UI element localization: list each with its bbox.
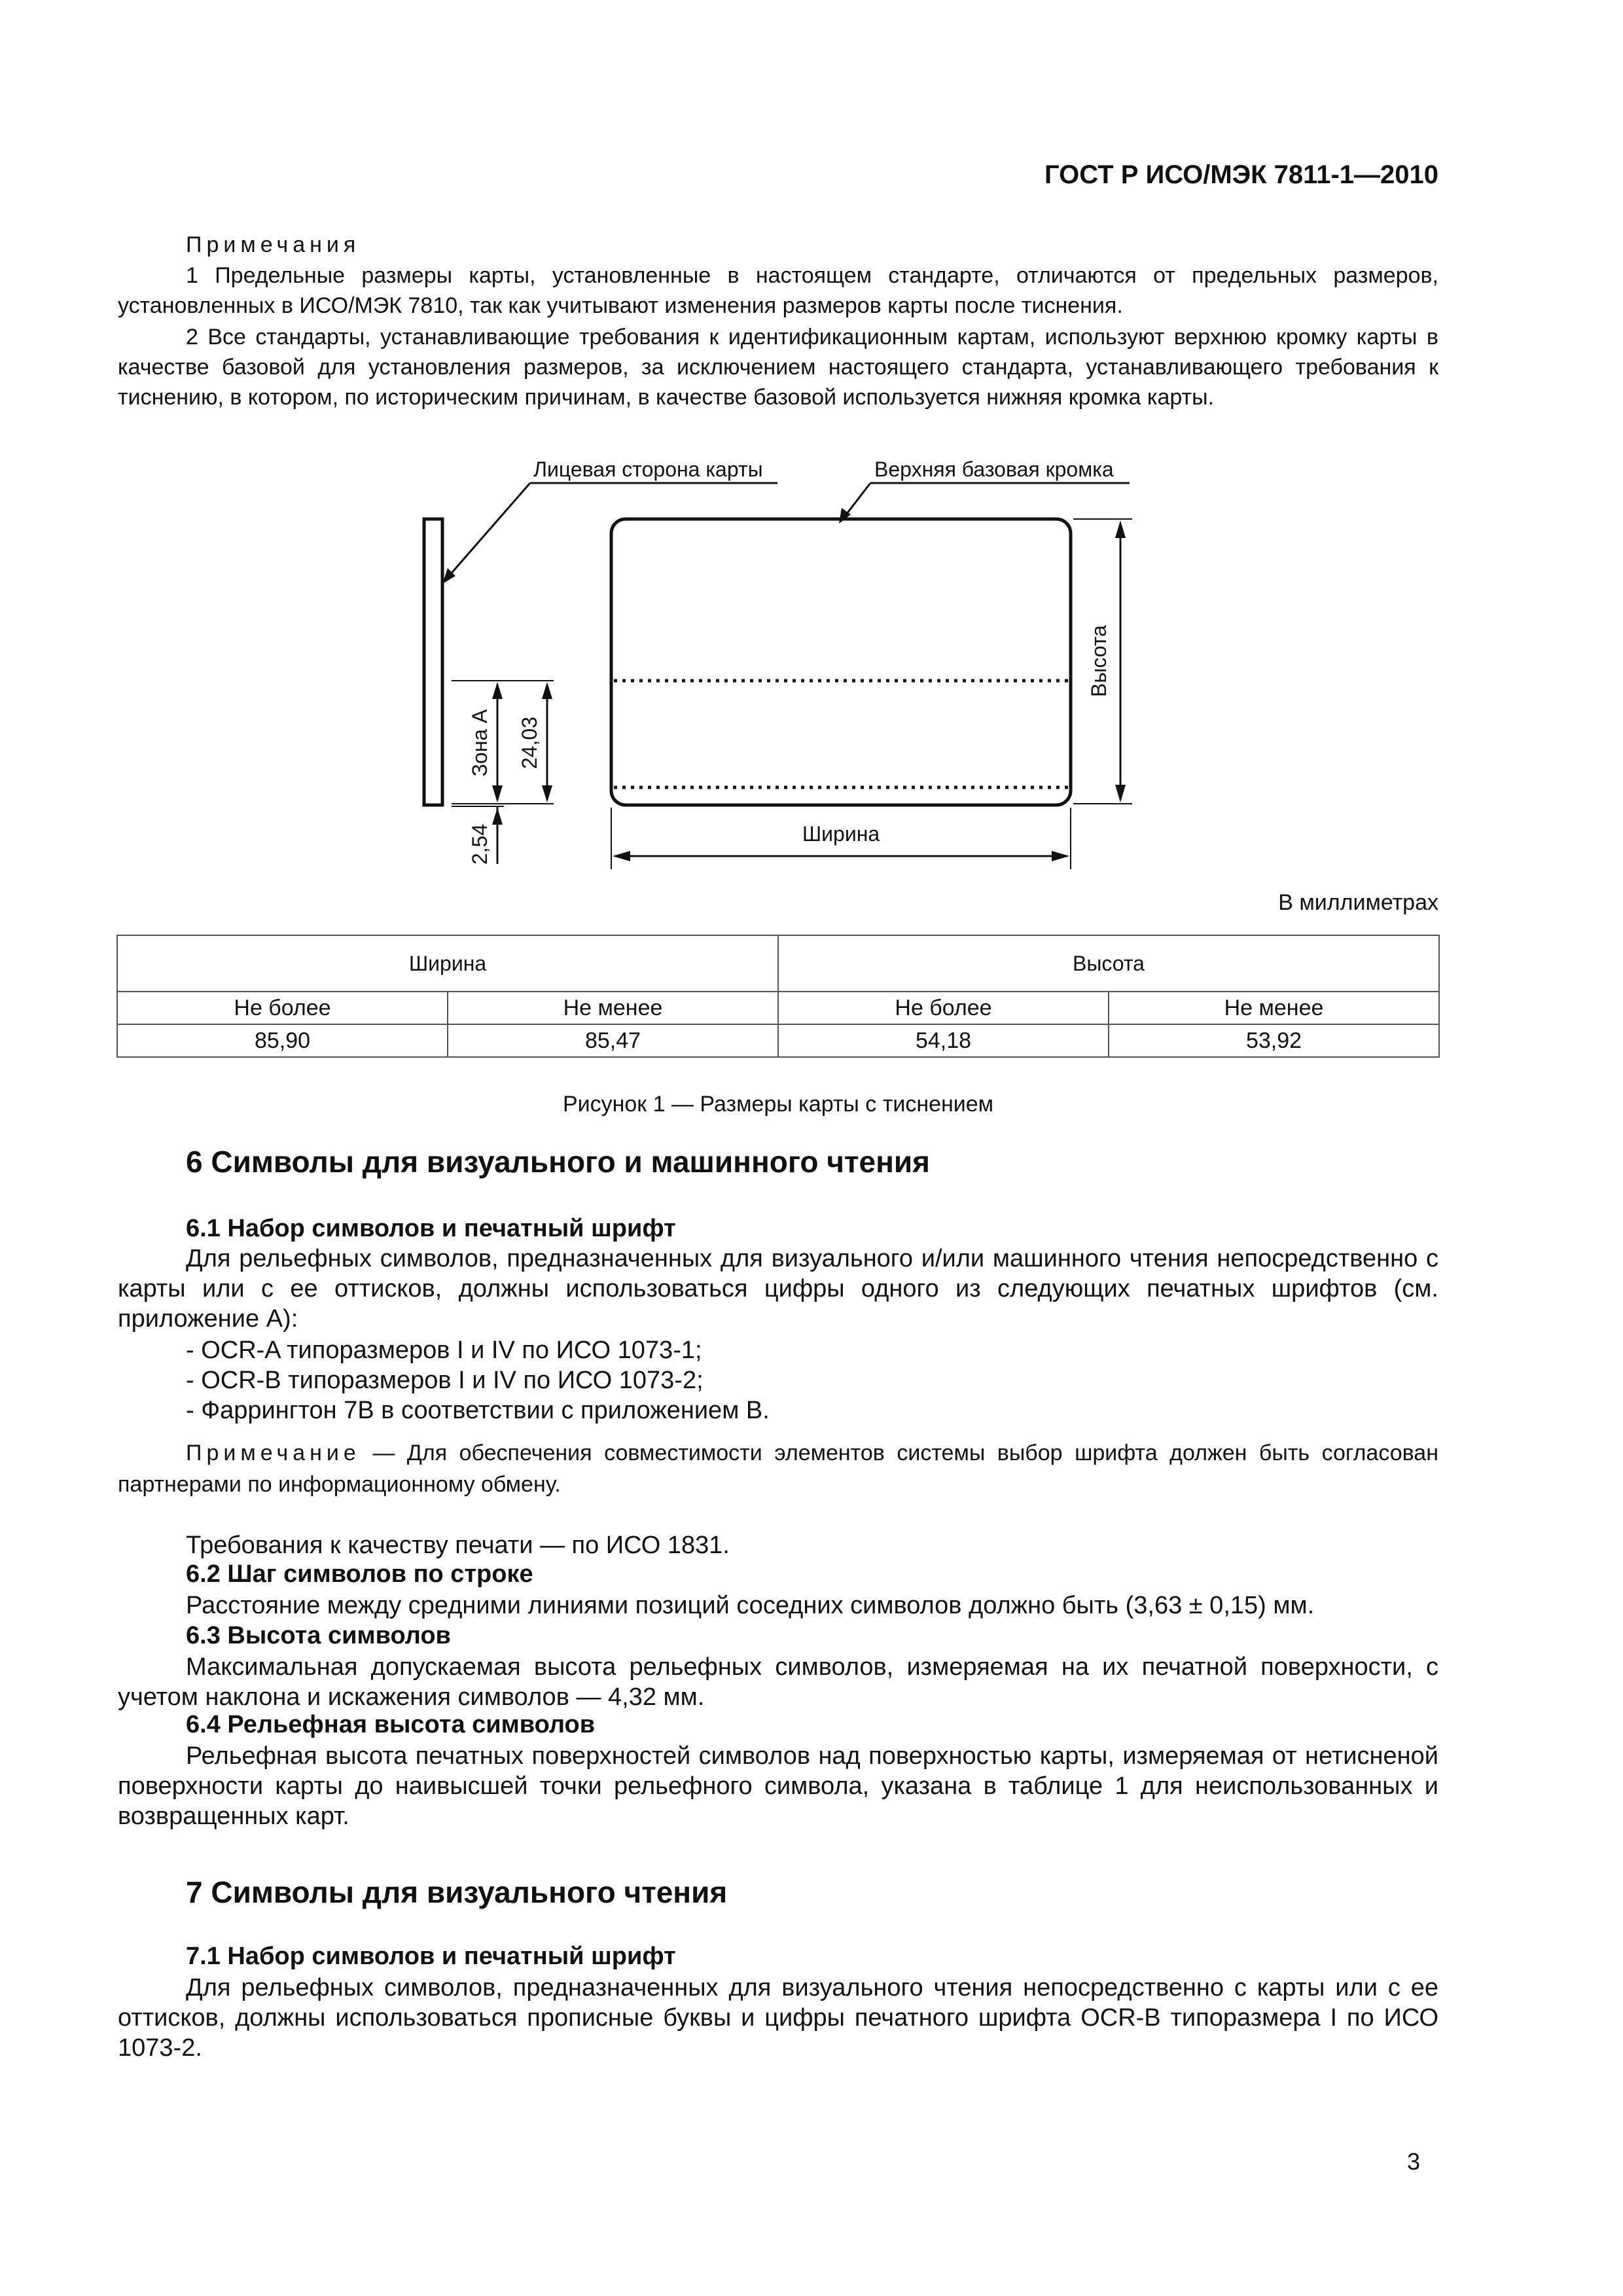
figure-caption: Рисунок 1 — Размеры карты с тиснением	[562, 1092, 994, 1117]
list-item: - OCR-B типоразмеров I и IV по ИСО 1073-2;	[186, 1367, 704, 1394]
top-edge-label: Верхняя базовая кромка	[874, 457, 1114, 481]
section-7-1-text: Для рельефных символов, предназначенных для визуального чтения непосредственно с карты или с ее оттисков, должны использоваться прописные буквы и цифры печатного шрифта OCR-B типоразмера I по ИСО 1073-2.	[118, 1974, 1438, 2062]
table-cell: 54,18	[778, 1024, 1109, 1057]
table-subheader: Не более	[778, 992, 1109, 1024]
dim-2403-arrow-bottom	[542, 785, 552, 802]
section-6-4-heading: 6.4 Рельефная высота символов	[186, 1711, 596, 1738]
dim-2403-label: 24,03	[518, 716, 541, 770]
table-subheader: Не менее	[1109, 992, 1439, 1024]
table-cell: 85,90	[117, 1024, 448, 1057]
table-group-header-height: Высота	[778, 935, 1439, 992]
width-label: Ширина	[802, 822, 880, 846]
height-label: Высота	[1087, 625, 1111, 697]
section-7-1-heading: 7.1 Набор символов и печатный шрифт	[186, 1943, 676, 1970]
page-number: 3	[1407, 2148, 1421, 2175]
units-caption: В миллиметрах	[1278, 890, 1438, 915]
table-group-header-width: Ширина	[117, 935, 778, 992]
dim-254-label: 2,54	[468, 823, 491, 865]
width-arrow-right	[1052, 851, 1069, 861]
list-item: - OCR-A типоразмеров I и IV по ИСО 1073-1;	[186, 1336, 702, 1364]
font-list	[186, 1335, 1429, 1426]
top-edge-leader	[844, 483, 870, 517]
dim-2403-arrow-top	[542, 682, 552, 699]
notes-title: Примечания	[186, 232, 361, 257]
section-7-heading: 7 Символы для визуального чтения	[186, 1875, 728, 1909]
table-subheader: Не более	[117, 992, 448, 1024]
card-front-view	[611, 519, 1071, 805]
note-label: Примечание	[186, 1441, 361, 1465]
note-2: 2 Все стандарты, устанавливающие требования к идентификационным картам, используют верхнюю кромку карты в качестве базовой для установления размеров, за исключением настоящего стандарта, устанавливающего требования к тиснению, в котором, по историческим причинам, в качестве базовой используется нижняя кромка карты.	[118, 325, 1438, 410]
face-side-label: Лицевая сторона карты	[533, 457, 763, 481]
section-6-1-heading: 6.1 Набор символов и печатный шрифт	[186, 1215, 676, 1242]
document-header: ГОСТ Р ИСО/МЭК 7811-1—2010	[1044, 160, 1438, 189]
note-text: — Для обеспечения совместимости элементов системы выбор шрифта должен быть согласован партнерами по информационному обмену.	[118, 1441, 1438, 1497]
width-arrow-left	[613, 851, 630, 861]
section-6-3-heading: 6.3 Высота символов	[186, 1622, 451, 1649]
section-6-1-text: Для рельефных символов, предназначенных для визуального и/или машинного чтения непосредственно с карты или с ее оттисков, должны использоваться цифры одного из следующих печатных шрифтов (см. приложение А):	[118, 1245, 1438, 1333]
offset-arrow	[492, 808, 503, 825]
print-quality-text: Требования к качеству печати — по ИСО 1831.	[186, 1532, 730, 1559]
table-subheader: Не менее	[448, 992, 778, 1024]
card-side-view	[424, 519, 442, 805]
section-6-heading: 6 Символы для визуального и машинного чтения	[186, 1145, 930, 1179]
height-arrow-top	[1115, 520, 1126, 538]
section-6-3-text: Максимальная допускаемая высота рельефных символов, измеряемая на их печатной поверхности, с учетом наклона и искажения символов — 4,32 мм.	[118, 1653, 1438, 1711]
zone-a-arrow-top	[492, 682, 503, 699]
section-6-4-text: Рельефная высота печатных поверхностей символов над поверхностью карты, измеряемая от нетисненой поверхности карты до наивысшей точки рельефного символа, указана в таблице 1 для неиспользованных и возвращенных карт.	[118, 1742, 1438, 1830]
table-cell: 85,47	[448, 1024, 778, 1057]
note-1: 1 Предельные размеры карты, установленные в настоящем стандарте, отличаются от предельных размеров, установленных в ИСО/МЭК 7810, так как учитывают изменения размеров карты после тиснения.	[118, 263, 1438, 318]
table-cell: 53,92	[1109, 1024, 1439, 1057]
zone-a-label: Зона А	[468, 709, 491, 777]
zone-a-arrow-bottom	[492, 785, 503, 802]
section-6-note	[118, 1437, 1438, 1500]
face-leader	[449, 483, 530, 576]
section-6-2-heading: 6.2 Шаг символов по строке	[186, 1560, 533, 1588]
height-arrow-bottom	[1115, 785, 1126, 802]
section-6-2-text: Расстояние между средними линиями позиций соседних символов должно быть (3,63 ± 0,15) мм.	[186, 1592, 1315, 1619]
dimensions-table	[116, 935, 1440, 1058]
list-item: - Фаррингтон 7B в соответствии с приложением B.	[186, 1397, 770, 1424]
